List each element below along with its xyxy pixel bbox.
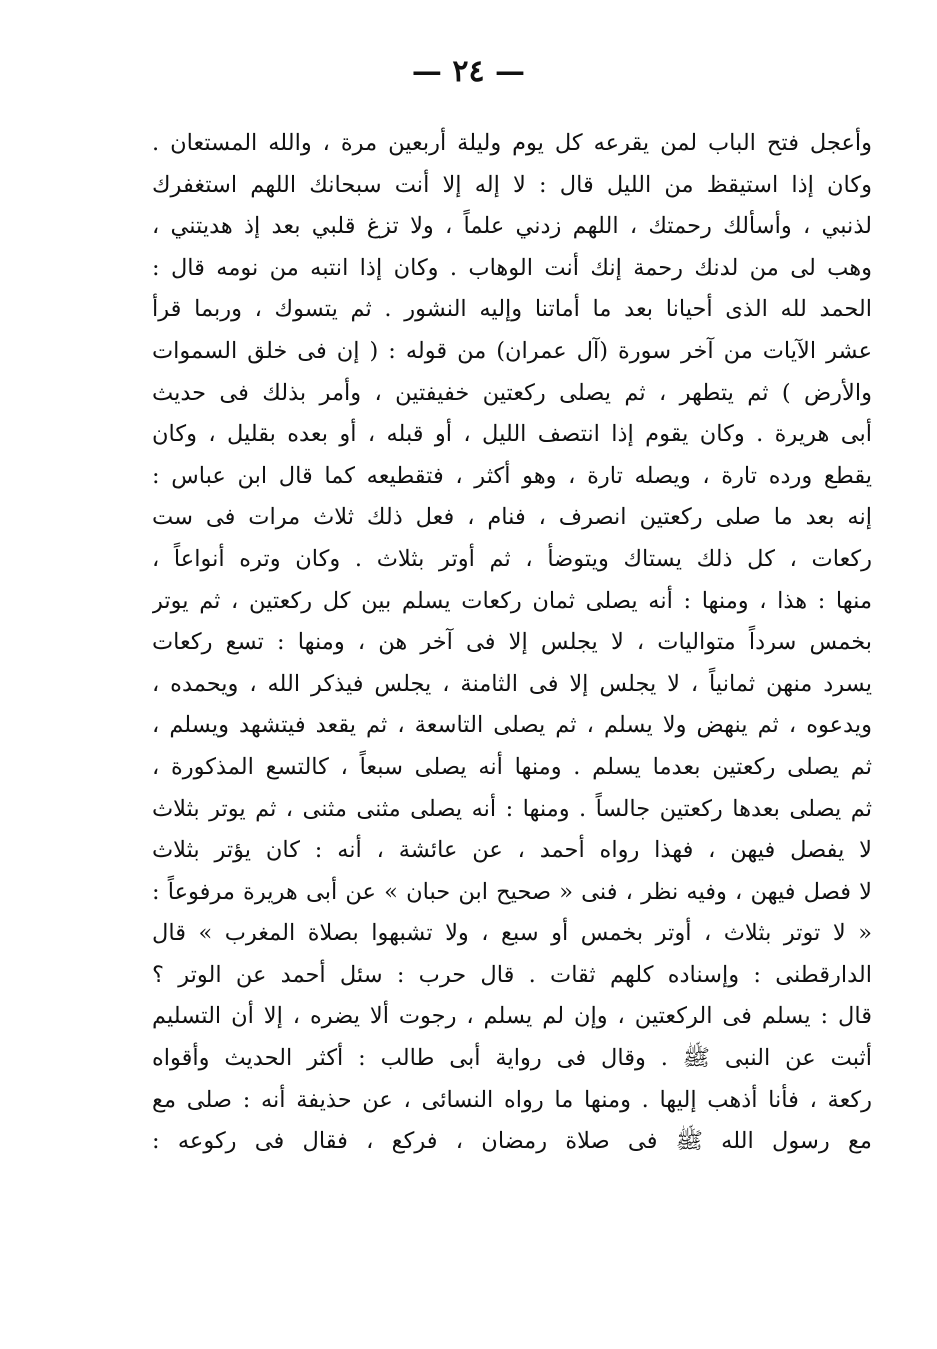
text-line: ثم يصلى بعدها ركعتين جالساً . ومنها : أنه يصلى مثنى مثنى ، ثم يوتر بثلاث	[152, 795, 872, 822]
text-line: إنه بعد ما صلى ركعتين انصرف ، فنام ، فعل ذلك ثلاث مرات فى ست	[152, 504, 872, 531]
text-line: الحمد لله الذى أحيانا بعد ما أماتنا وإليه النشور . ثم يتسوك ، وربما قرأ	[152, 296, 872, 323]
text-line: يسرد منهن ثمانياً ، لا يجلس إلا فى الثامنة ، يجلس فيذكر الله ، ويحمده ،	[152, 670, 872, 697]
text-line: وكان إذا استيقظ من الليل قال : لا إله إلا أنت سبحانك اللهم استغفرك	[152, 171, 872, 198]
text-line: منها : هذا ، ومنها : أنه يصلى ثمان ركعات يسلم بين كل ركعتين ، ثم يوتر	[152, 587, 872, 614]
text-line: والأرض ) ثم يتطهر ، ثم يصلى ركعتين خفيفتين ، وأمر بذلك فى حديث	[152, 379, 872, 406]
text-line: عشر الآيات من آخر سورة (آل عمران) من قوله : ( إن فى خلق السموات	[152, 337, 872, 364]
page-number: — ٢٤ —	[411, 54, 526, 89]
text-line: مع رسول الله ﷺ فى صلاة رمضان ، فركع ، فقال فى ركوعه :	[152, 1128, 872, 1155]
text-line: لا فصل فيهن ، وفيه نظر ، فنى « صحيح ابن حبان » عن أبى هريرة مرفوعاً :	[152, 878, 872, 905]
text-line: أبى هريرة . وكان يقوم إذا انتصف الليل ، أو قبله ، أو بعده بقليل ، وكان	[152, 421, 872, 448]
text-line: الدارقطنى : وإسناده كلهم ثقات . قال حرب : سئل أحمد عن الوتر ؟	[152, 961, 872, 988]
text-line: وهب لى من لدنك رحمة إنك أنت الوهاب . وكان إذا انتبه من نومه قال :	[152, 254, 872, 281]
text-line: ركعة ، فأنا أذهب إليها . ومنها ما رواه النسائى ، عن حذيفة أنه : صلى مع	[152, 1086, 872, 1113]
text-line: « لا توتر بثلاث ، أوتر بخمس أو سبع ، ولا تشبهوا بصلاة المغرب » قال	[152, 920, 872, 947]
text-line: ركعات ، كل ذلك يستاك ويتوضأ ، ثم أوتر بثلاث . وكان وتره أنواعاً ،	[152, 545, 872, 572]
text-line: ويدعوه ، ثم ينهض ولا يسلم ، ثم يصلى التاسعة ، ثم يقعد فيتشهد ويسلم ،	[152, 712, 872, 739]
text-line: بخمس سرداً متواليات ، لا يجلس إلا فى آخر هن ، ومنها : تسع ركعات	[152, 629, 872, 656]
text-line: قال : يسلم فى الركعتين ، وإن لم يسلم ، رجوت ألا يضره ، إلا أن التسليم	[152, 1003, 872, 1030]
text-line: يقطع ورده تارة ، ويصله تارة ، وهو أكثر ، فتقطيعه كما قال ابن عباس :	[152, 462, 872, 489]
body-text	[152, 123, 872, 1163]
text-line: لا يفصل فيهن ، فهذا رواه أحمد ، عن عائشة ، أنه : كان يؤتر بثلاث	[152, 837, 872, 864]
text-line: وأعجل فتح الباب لمن يقرعه كل يوم وليلة أربعين مرة ، والله المستعان .	[152, 130, 872, 156]
text-line: أثبت عن النبى ﷺ . وقال فى رواية أبى طالب : أكثر الحديث وأقواه	[152, 1045, 872, 1072]
text-line: لذنبي ، وأسألك رحمتك ، اللهم زدني علماً ، ولا تزغ قلبي بعد إذ هديتني ،	[152, 213, 872, 240]
text-line: ثم يصلى ركعتين بعدما يسلم . ومنها أنه يصلى سبعاً ، كالتسع المذكورة ،	[152, 753, 872, 780]
